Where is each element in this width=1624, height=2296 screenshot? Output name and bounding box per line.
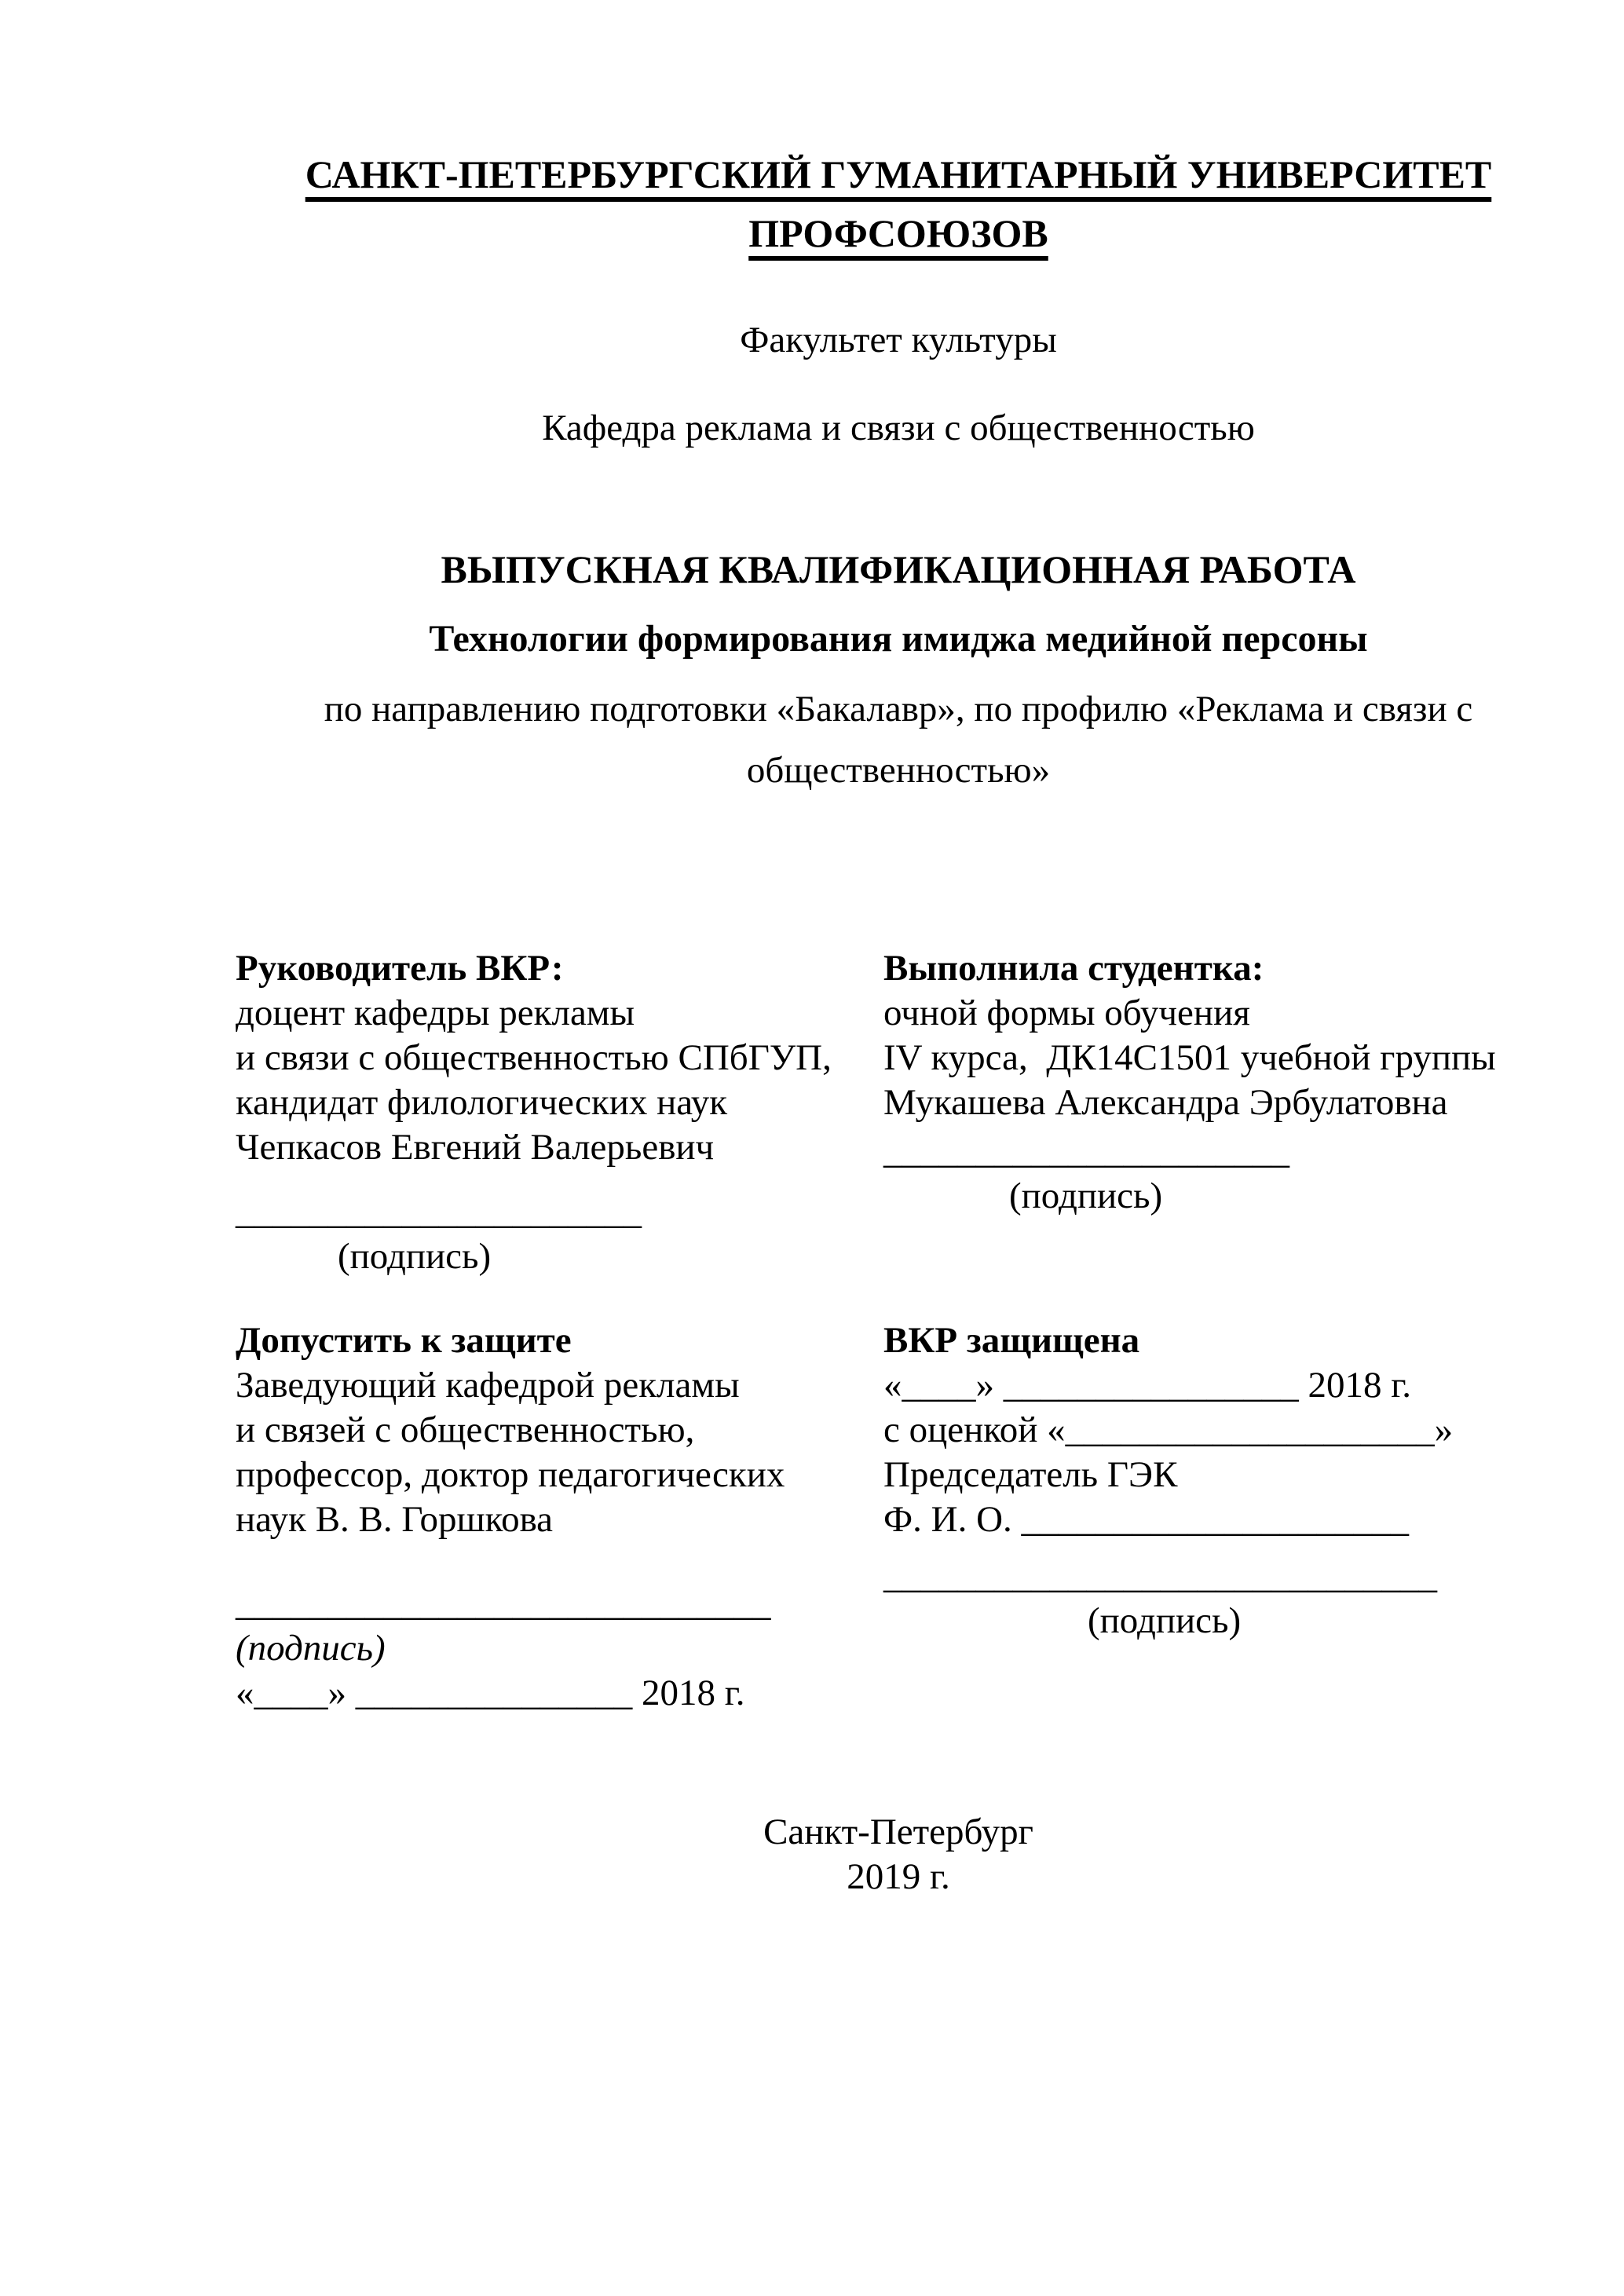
date-line: «____» _______________ 2018 г. [236, 1673, 745, 1713]
student-heading: Выполнила студентка: [883, 948, 1264, 989]
student-line: Мукашева Александра Эрбулатовна [883, 1082, 1448, 1123]
defense-heading: ВКР защищена [883, 1320, 1140, 1361]
signature-line: ______________________________ [883, 1556, 1437, 1596]
city-line: Санкт-Петербург [763, 1812, 1033, 1852]
year-line: 2019 г. [847, 1856, 950, 1897]
supervisor-block [236, 946, 848, 1279]
student-block [883, 946, 1561, 1219]
signatures-row-bottom [236, 1318, 1561, 1716]
chairman-line: Председатель ГЭК [883, 1454, 1178, 1495]
admission-line: наук В. В. Горшкова [236, 1499, 554, 1540]
grade-line: с оценкой «____________________» [883, 1409, 1454, 1450]
signature-line: _____________________________ [236, 1583, 771, 1624]
signature-caption: (подпись) [1009, 1175, 1163, 1216]
program-profile-line: по направлению подготовки «Бакалавр», по профилю «Реклама и связи с общественностью» [324, 689, 1473, 791]
signatures-row-top [236, 946, 1561, 1279]
signature-line: ______________________ [236, 1191, 642, 1232]
university-name: САНКТ-ПЕТЕРБУРГСКИЙ ГУМАНИТАРНЫЙ УНИВЕРСИТЕТ ПРОФСОЮЗОВ [305, 152, 1492, 255]
supervisor-line: и связи с общественностью СПбГУП, [236, 1037, 832, 1078]
defense-block [883, 1318, 1561, 1643]
admission-line: профессор, доктор педагогических [236, 1454, 785, 1495]
admission-block [236, 1318, 848, 1716]
admission-line: и связей с общественностью, [236, 1409, 695, 1450]
thesis-topic: Технологии формирования имиджа медийной персоны [429, 618, 1368, 660]
signature-caption: (подпись) [236, 1628, 386, 1669]
work-type-title: ВЫПУСКНАЯ КВАЛИФИКАЦИОННАЯ РАБОТА [441, 547, 1356, 591]
admission-line: Заведующий кафедрой рекламы [236, 1365, 740, 1406]
admission-heading: Допустить к защите [236, 1320, 572, 1361]
supervisor-line: доцент кафедры рекламы [236, 993, 635, 1033]
supervisor-line: кандидат филологических наук [236, 1082, 728, 1123]
department-name: Кафедра реклама и связи с общественностью [542, 408, 1255, 448]
student-line: IV курса, ДК14С1501 учебной группы [883, 1037, 1496, 1078]
footer-block [236, 1810, 1561, 1899]
supervisor-heading: Руководитель ВКР: [236, 948, 564, 989]
signature-caption: (подпись) [338, 1236, 492, 1277]
supervisor-line: Чепкасов Евгений Валерьевич [236, 1127, 715, 1168]
faculty-name: Факультет культуры [740, 320, 1057, 360]
signature-line: ______________________ [883, 1131, 1289, 1172]
student-line: очной формы обучения [883, 993, 1250, 1033]
signature-caption: (подпись) [1088, 1600, 1242, 1641]
name-line: Ф. И. О. _____________________ [883, 1499, 1410, 1540]
date-line: «____» ________________ 2018 г. [883, 1365, 1411, 1406]
